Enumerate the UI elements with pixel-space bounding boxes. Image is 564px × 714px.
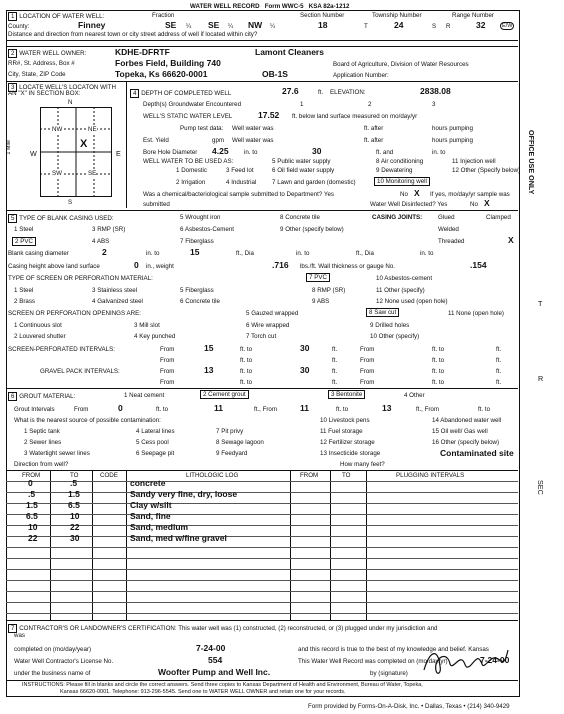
smat-3: 3 Stainless steel [92,287,138,294]
township-label: Township Number [372,12,422,19]
sp-from-label-2: From [360,346,375,353]
ft-label: ft. [318,89,324,96]
smat-4: 4 Galvanized steel [92,298,143,305]
s3-heading: 3 LOCATE WELL'S LOCATON WITH [8,83,116,92]
contam-14: 14 Abandoned water well [432,417,502,424]
contam-3: 3 Watertight sewer lines [24,450,90,457]
contam-6: 6 Seepage pit [136,450,175,457]
s4-depth: 4 DEPTH OF COMPLETED WELL [130,89,231,98]
gp-ft-to: ft. to [240,368,253,375]
smat-11: 11 Other (specify) [376,287,425,294]
quarter-1: SE [165,20,177,30]
log-row-rule [6,613,518,614]
use-label: WELL WATER TO BE USED AS: [143,158,234,165]
certification-text: 7 CONTRACTOR'S OR LANDOWNER'S CERTIFICATION: This water well was (1) constructed, (2) reconstructed, or (3) plugged under my jurisdiction and [8,624,438,633]
chem-label: Was a chemical/bacteriological sample submitted to Department? Yes [143,191,334,198]
s-label: S [432,23,437,30]
sp-from-value: 15 [204,343,214,353]
use-12: 12 Other (Specify below) [452,167,521,174]
use-8: 8 Air conditioning [376,158,424,165]
sp-from-label-4: From [360,357,375,364]
completed-value: 7-24-00 [196,643,226,653]
sp-ft-to: ft. to [240,346,253,353]
threaded-x: X [508,235,514,245]
threaded-label: Threaded [438,238,465,245]
grout-ft-to-2: ft. to [336,406,349,413]
smat-1: 1 Steel [14,287,34,294]
east-label: E [116,149,121,158]
log-row-rule [6,492,518,493]
quarter-2: SE [208,20,220,30]
gw-3: 3 [432,101,436,108]
smat-6: 6 Concrete tile [180,298,220,305]
bore-label: Bore Hole Diameter [143,149,198,156]
static-rest: ft. below land surface measured on mo/day/yr [292,113,418,120]
welded-label: Welded [438,226,459,233]
distance-label: Distance and direction from nearest town or city street address of well if located within city? [8,31,258,38]
contam-15: 15 Oil well/ Gas well [432,428,488,435]
footer-text: Form provided by Forms-On-A-Disk, Inc. • Dallas, Texas • (214) 340-9429 [308,703,510,710]
mat-2-selected: 2 PVC [12,237,36,246]
quarter-mark: ¼ [186,23,192,30]
grout-4: 4 Other [404,392,425,399]
contam-13: 13 Insecticide storage [320,450,381,457]
mat-4: 4 ABS [92,238,110,245]
was-label: was [14,632,26,639]
range-value: 32 [476,20,486,30]
contam-8: 8 Sewage lagoon [216,439,264,446]
smat-9: 9 ABS [312,298,330,305]
pump-label: Pump test data: [180,125,224,132]
section-label: Section Number [300,12,345,19]
log-row-rule [6,569,518,570]
plugging-header: PLUGGING INTERVALS [396,472,465,479]
groundwater-label: Depth(s) Groundwater Encountered [143,101,242,108]
submitted-label: submitted [143,201,170,208]
smat-8: 8 RMP (SR) [312,287,346,294]
log-row-rule [6,525,518,526]
range-label: Range Number [452,12,494,19]
grout-intervals-label: Grout Intervals [14,406,55,413]
board-label: Board of Agriculture, Division of Water Resources [333,61,469,68]
gw-2: 2 [368,101,372,108]
ft-and-label: ft. and [376,149,394,156]
log-from-header: FROM [22,472,41,479]
s2-heading: 2 WATER WELL OWNER: [8,49,86,58]
se-label: SE [88,170,97,177]
chem-no: No [400,191,408,198]
gpm-label: gpm [212,137,225,144]
gp-from-label-4: From [360,379,375,386]
disinfected-label: Water Well Disinfected? Yes [370,201,448,208]
sw-label: SW [52,170,62,177]
quarter-mark: ¼ [228,23,234,30]
openings-label: SCREEN OR PERFORATION OPENINGS ARE: [8,310,141,317]
gp-ft-to-2: ft. to [432,368,445,375]
mat-9: 9 Other (specify below) [280,226,344,233]
sp-ft-3: ft. [332,357,338,364]
record-completed-value: 7-24-00 [480,655,510,665]
hours-label-2: hours pumping [432,137,473,144]
disinfected-x: X [484,198,490,208]
mat-5: 5 Wrought iron [180,214,221,221]
office-use-label: OFFICE USE ONLY [527,130,536,195]
bore-value: 4.25 [212,146,229,156]
open-10: 10 Other (specify) [370,333,420,340]
gp-from-label-2: From [360,368,375,375]
disinfected-no: No [470,201,478,208]
pump-ww-2: Well water was [232,137,274,144]
gp-ft-4: ft. [496,379,502,386]
diam-to-value: 15 [190,247,200,257]
log-row-rule [6,558,518,559]
log-row-rule [6,591,518,592]
elevation-label: ELEVATION: [330,89,366,96]
grout-1: 1 Neat cement [124,392,165,399]
open-2: 2 Louvered shutter [14,333,66,340]
gp-ft-3: ft. [332,379,338,386]
contam-4: 4 Lateral lines [136,428,175,435]
license-label: Water Well Contractor's License No. [14,658,114,665]
sp-ft-4: ft. [496,357,502,364]
gp-to-value: 30 [300,365,310,375]
address-label: RR#, St. Address, Box # [8,60,75,67]
screen-intervals-label: SCREEN-PERFORATED INTERVALS: [8,346,115,353]
glued-label: Glued [438,214,455,221]
open-11: 11 None (open hole) [448,310,504,317]
use-3: 3 Feed lot [226,167,254,174]
gauge-value: .154 [470,260,487,270]
open-8-selected: 8 Saw cut [366,308,399,317]
office-sec-label: SEC [536,480,545,495]
contam-1: 1 Septic tank [24,428,60,435]
direction-label: Direction from well? [14,461,69,468]
contam-16: 16 Other (specify below) [432,439,500,446]
app-number-value: OB-1S [262,69,288,79]
gp-ft-2: ft. [496,368,502,375]
form-title: WATER WELL RECORD Form WWC-5 KSA 82a-1212 [190,3,350,10]
diam-in-to-2: in. to [296,250,310,257]
clamped-label: Clamped [486,214,511,221]
gp-from-value: 13 [204,365,214,375]
in-to-label-2: in. to [432,149,446,156]
yield-label: Est. Yield [143,137,169,144]
signature [420,640,512,680]
gp-ft: ft. [332,368,338,375]
sp-ft-2: ft. [496,346,502,353]
lbs-label: lbs./ft. Wall thickness or gauge No. [300,263,396,270]
grout-from2-value: 11 [300,403,309,413]
s6-grout-label: 6 GROUT MATERIAL: [8,392,75,401]
quarter-mark: ¼ [270,23,276,30]
open-5: 5 Gauzed wrapped [246,310,299,317]
log-row-rule [6,536,518,537]
pump-ww: Well water was [232,125,274,132]
diam-in-to-3: in. to [420,250,434,257]
smat-2: 2 Brass [14,298,36,305]
completed-label: completed on (mo/day/year) [14,646,92,653]
fraction-label: Fraction [152,12,175,19]
true-text: and this record is true to the best of my knowledge and belief. Kansas [298,646,489,653]
log-row-rule [6,503,518,504]
use-10-selected: 10 Monitoring well [374,177,430,186]
sp-ft-to-3: ft. to [240,357,253,364]
open-6: 6 Wire wrapped [246,322,290,329]
open-9: 9 Drilled holes [370,322,410,329]
use-9: 9 Dewatering [376,167,413,174]
county-label: County: [8,23,30,30]
weight-value: .716 [272,260,289,270]
business-value: Woofter Pump and Well Inc. [158,667,271,677]
ft-dia-1: ft., Dia [236,250,254,257]
office-t-label: T [538,299,543,308]
sp-to-value: 30 [300,343,310,353]
height-label: Casing height above land surface [8,263,100,270]
gp-ft-to-4: ft. to [432,379,445,386]
open-7: 7 Torch cut [246,333,277,340]
grout-3-selected: 3 Bentonite [328,390,365,399]
screen-label: TYPE OF SCREEN OR PERFORATION MATERIAL: [8,275,153,282]
open-3: 3 Mill slot [134,322,160,329]
sp-ft-to-4: ft. to [432,357,445,364]
log-code-header: CODE [100,472,118,479]
plug-to-header: TO [342,472,351,479]
sp-from-label-3: From [160,357,175,364]
open-1: 1 Continuous slot [14,322,62,329]
log-row-rule [6,514,518,515]
nw-label: NW [52,126,63,133]
contam-9: 9 Feedyard [216,450,248,457]
well-x-mark: X [80,138,88,150]
grout-from-value: 0 [118,403,123,413]
address-value: Forbes Field, Building 740 [115,58,221,68]
diam-in-to: in. to [146,250,160,257]
smat-10: 10 Asbestos-cement [376,275,433,282]
grout-to-value: 11 [214,403,223,413]
signature-label: by (signature) [370,670,408,677]
depth-value: 27.6 [282,86,299,96]
city-value: Topeka, Ks 66620-0001 [115,69,208,79]
log-row-rule [6,580,518,581]
grout-ft-to: ft. to [156,406,169,413]
use-2: 2 Irrigation [176,179,206,186]
s3-heading-2: AN "X" IN SECTION BOX: [8,90,81,97]
after-label: ft. after [364,125,384,132]
grout-2-selected: 2 Cement grout [200,390,249,399]
west-label: W [30,149,37,158]
bore-to-value: 30 [312,146,322,156]
joints-label: CASING JOINTS: [372,214,423,221]
sp-from-label: From [160,346,175,353]
gravel-pack-label: GRAVEL PACK INTERVALS: [40,368,120,375]
office-r-label: R [538,374,544,383]
section-grid [40,107,112,197]
grout-ft-from-2: ft., From [416,406,440,413]
diam-value: 2 [102,247,107,257]
in-weight-label: in., weight [146,263,174,270]
contam-5: 5 Cess pool [136,439,169,446]
in-to-label: in. to [244,149,258,156]
use-5: 5 Public water supply [272,158,331,165]
chem-x: X [414,188,420,198]
mat-1: 1 Steel [14,226,34,233]
smat-5: 5 Fiberglass [180,287,214,294]
grout-from-label: From [74,406,89,413]
contam-site-value: Contaminated site [440,448,514,458]
mile-label: 1 Mile [6,140,12,155]
contam-11: 11 Fuel storage [320,428,363,435]
record-completed-label: This Water Well Record was completed on (mo/day/yr) [298,658,448,665]
south-label: S [68,199,73,206]
use-1: 1 Domestic [176,167,207,174]
gp-from-label-3: From [160,379,175,386]
north-label: N [68,99,73,106]
static-value: 17.52 [258,110,280,120]
grout-ft-to-3: ft. to [478,406,491,413]
contam-7: 7 Pit privy [216,428,244,435]
use-4: 4 Industrial [226,179,257,186]
license-value: 554 [208,655,223,665]
chem-if: If yes, mo/day/yr sample was [430,191,510,198]
sp-ft-to-2: ft. to [432,346,445,353]
township-value: 24 [394,20,404,30]
s1-heading: 1 LOCATION OF WATER WELL: [8,12,104,21]
owner-value: KDHE-DFRTF [115,47,170,57]
contam-2: 2 Sewer lines [24,439,62,446]
app-label: Application Number: [333,72,389,79]
quarter-3: NW [248,20,263,30]
business-label: under the business name of [14,670,91,677]
log-lithologic-header: LITHOLOGIC LOG [186,472,239,479]
sp-ft: ft. [332,346,338,353]
instructions-line-2: Kansas 66620-0001. Telephone: 913-296-5545. Send one to WATER WELL OWNER and retain one for your records. [60,689,346,695]
section-value: 18 [318,20,328,30]
grout-to2-value: 13 [382,403,392,413]
log-row-rule [6,602,518,603]
elevation-value: 2838.08 [420,86,451,96]
gw-1: 1 [300,101,304,108]
mat-7: 7 Fiberglass [180,238,214,245]
static-label: WELL'S STATIC WATER LEVEL [143,113,233,120]
s5-casing-label: 5 TYPE OF BLANK CASING USED: [8,214,114,223]
owner2-value: Lamont Cleaners [255,47,324,57]
contam-10: 10 Livestock pens [320,417,370,424]
mat-6: 6 Asbestos-Cement [180,226,235,233]
howmany-label: How many feet? [340,461,385,468]
contam-12: 12 Fertilizer storage [320,439,375,446]
smat-12: 12 None used (open hole) [376,298,448,305]
gp-ft-to-3: ft. to [240,379,253,386]
ne-label: NE [88,126,97,133]
instructions-line-1: INSTRUCTIONS: Please fill in blanks and circle the correct answers. Send three copies to Kansas Department of Health and Environment, Bureau of Water, Topeka, [22,682,423,688]
county-value: Finney [78,20,106,30]
hours-label: hours pumping [432,125,473,132]
use-11: 11 Injection well [452,158,496,165]
ft-dia-2: ft., Dia [356,250,374,257]
contamination-label: What is the nearest source of possible contamination: [14,417,161,424]
use-7: 7 Lawn and garden (domestic) [272,179,356,186]
use-6: 6 Oil field water supply [272,167,335,174]
after-label-2: ft. after [364,137,384,144]
r-label: R [446,23,451,30]
diam-label: Blank casing diameter [8,250,69,257]
mat-8: 8 Concrete tile [280,214,320,221]
city-label: City, State, ZIP Code [8,71,66,78]
ew-circle: E/W [502,23,513,29]
height-value: 0 [134,260,139,270]
log-row-rule [6,481,518,482]
open-4: 4 Key punched [134,333,176,340]
t-label: T [364,23,368,30]
gp-from-label: From [160,368,175,375]
smat-7-selected: 7 PVC [306,273,330,282]
log-to-header: TO [70,472,79,479]
log-row-rule [6,547,518,548]
grout-ft-from: ft., From [254,406,278,413]
plug-from-header: FROM [300,472,319,479]
mat-3: 3 RMP (SR) [92,226,126,233]
